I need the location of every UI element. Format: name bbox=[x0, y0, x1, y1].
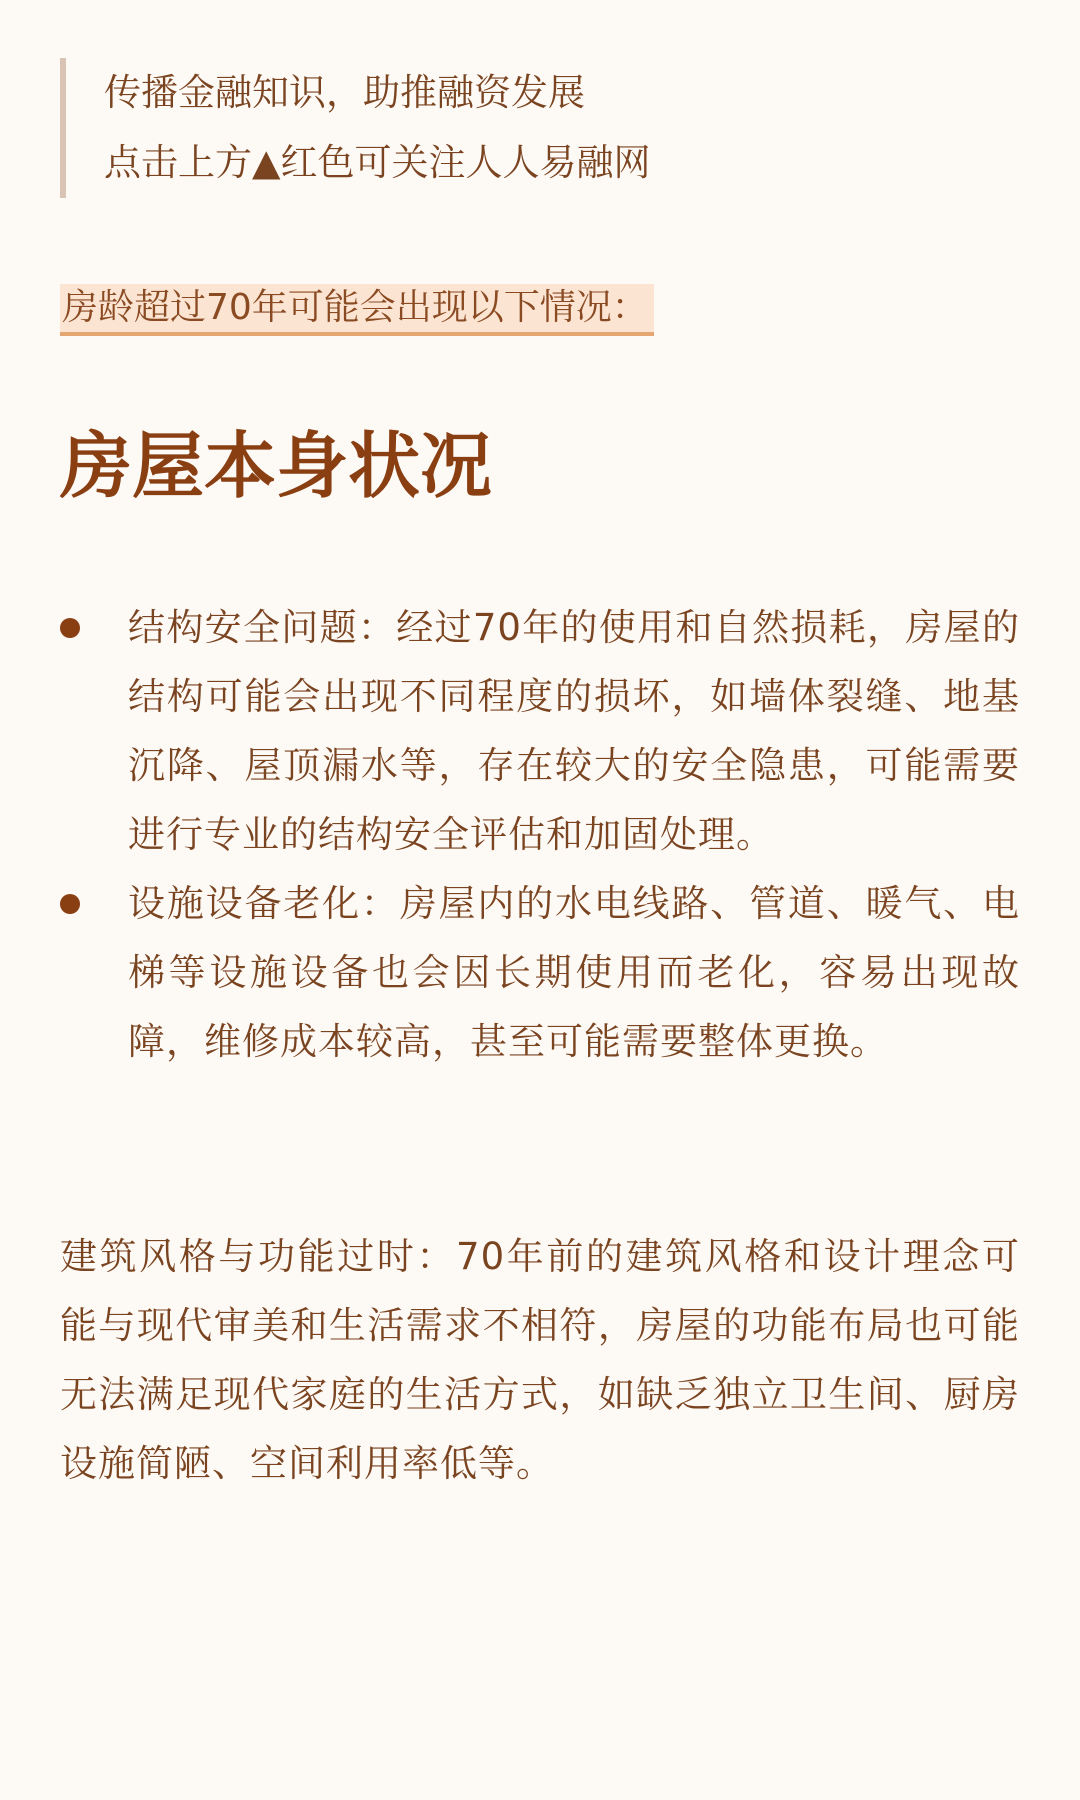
highlight-heading: 房龄超过70年可能会出现以下情况： bbox=[60, 284, 654, 336]
bullet-list bbox=[60, 593, 1020, 1076]
intro-line-2: 点击上方▲红色可关注人人易融网 bbox=[104, 141, 651, 184]
bullet-dot-icon bbox=[60, 894, 80, 914]
list-item bbox=[60, 593, 1020, 869]
bullet-dot-icon bbox=[60, 618, 80, 638]
list-item bbox=[60, 869, 1020, 1076]
bullet-text: 设施设备老化：房屋内的水电线路、管道、暖气、电梯等设施设备也会因长期使用而老化，容易出现故障，维修成本较高，甚至可能需要整体更换。 bbox=[128, 882, 1020, 1063]
bullet-text: 结构安全问题：经过70年的使用和自然损耗，房屋的结构可能会出现不同程度的损坏，如墙体裂缝、地基沉降、屋顶漏水等，存在较大的安全隐患，可能需要进行专业的结构安全评估和加固处理。 bbox=[128, 606, 1020, 856]
section-title: 房屋本身状况 bbox=[60, 424, 493, 508]
body-paragraph: 建筑风格与功能过时：70年前的建筑风格和设计理念可能与现代审美和生活需求不相符，房屋的功能布局也可能无法满足现代家庭的生活方式，如缺乏独立卫生间、厨房设施简陋、空间利用率低等。 bbox=[60, 1235, 1020, 1485]
highlight-wrap bbox=[60, 284, 654, 336]
intro-quote-block bbox=[60, 58, 1004, 198]
intro-line-1: 传播金融知识，助推融资发展 bbox=[104, 71, 585, 114]
